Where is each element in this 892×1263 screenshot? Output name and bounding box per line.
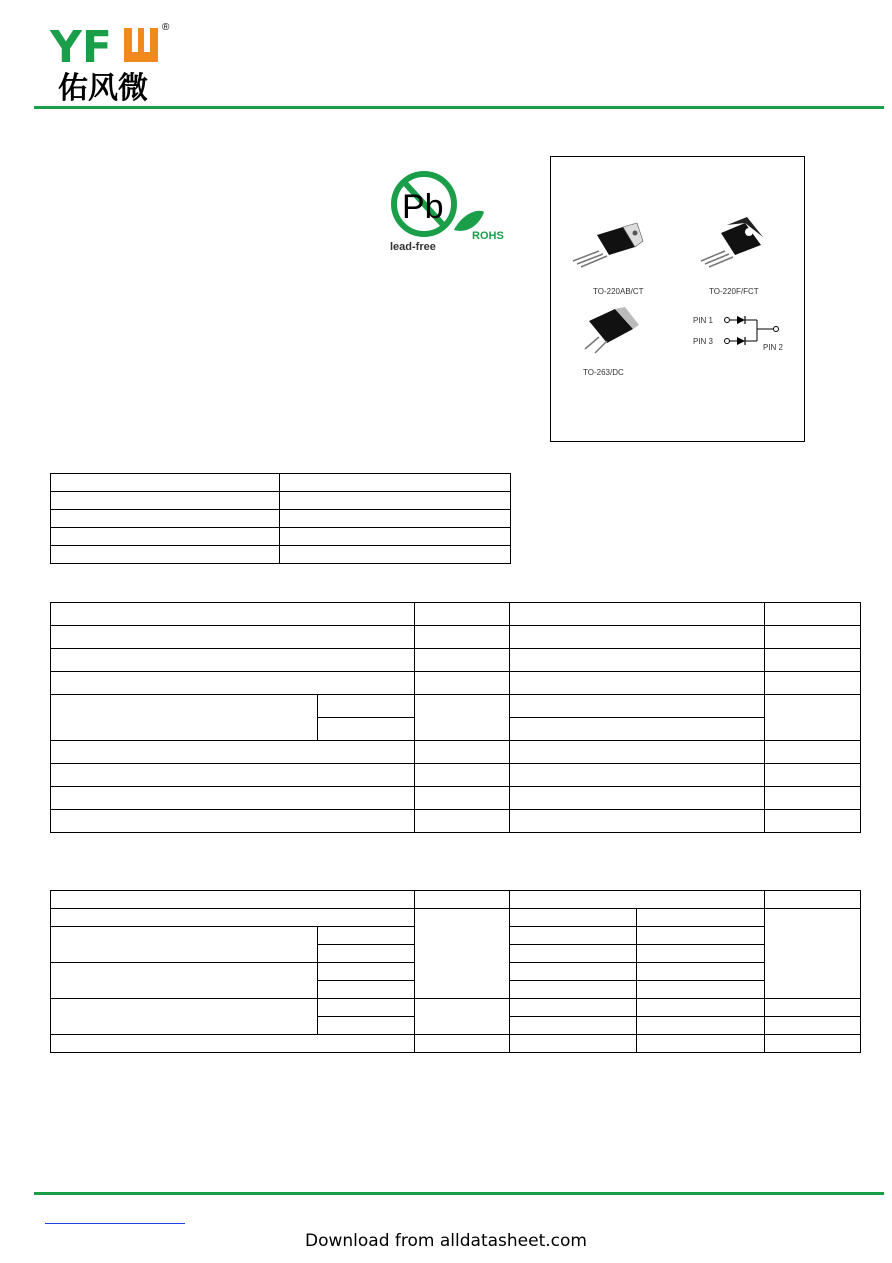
table-cell <box>51 695 318 741</box>
characteristics-table <box>50 890 861 1053</box>
footer-rule <box>34 1192 884 1195</box>
table-cell <box>765 787 861 810</box>
table-cell <box>318 999 415 1017</box>
table-cell <box>765 603 861 626</box>
package-label-to220f: TO-220F/FCT <box>709 287 759 296</box>
table-cell <box>280 492 511 510</box>
package-label-to220ab: TO-220AB/CT <box>593 287 644 296</box>
table-cell <box>51 891 415 909</box>
yfw-logo <box>48 18 188 104</box>
to263-package-icon <box>585 307 639 353</box>
table-cell <box>510 695 765 718</box>
summary-table <box>50 473 511 564</box>
table-row <box>51 810 861 833</box>
table-cell <box>51 528 280 546</box>
table-cell <box>510 927 637 945</box>
table-cell <box>510 999 637 1017</box>
table-cell <box>415 603 510 626</box>
table-row <box>51 626 861 649</box>
table-cell <box>415 741 510 764</box>
table-row <box>51 787 861 810</box>
table-row <box>51 603 861 626</box>
table-cell <box>637 1035 765 1053</box>
table-cell <box>765 909 861 999</box>
table-cell <box>318 695 415 718</box>
table-cell <box>318 718 415 741</box>
table-cell <box>51 764 415 787</box>
table-cell <box>415 626 510 649</box>
table-cell <box>51 649 415 672</box>
table-cell <box>280 474 511 492</box>
table-cell <box>280 546 511 564</box>
rohs-badge <box>388 168 512 258</box>
pin2-label: PIN 2 <box>763 343 784 352</box>
pb-symbol: Pb <box>402 188 444 226</box>
table-cell <box>415 909 510 999</box>
table-row <box>51 999 861 1017</box>
table-cell <box>637 927 765 945</box>
table-cell <box>415 787 510 810</box>
table-cell <box>51 999 318 1035</box>
logo-letters-yf: YF <box>50 22 112 73</box>
table-cell <box>415 891 510 909</box>
table-cell <box>51 546 280 564</box>
table-row <box>51 672 861 695</box>
table-row <box>51 909 861 927</box>
lead-free-label: lead-free <box>390 241 436 253</box>
table-cell <box>510 718 765 741</box>
table-cell <box>51 510 280 528</box>
table-row <box>51 649 861 672</box>
table-cell <box>637 963 765 981</box>
table-cell <box>510 787 765 810</box>
table-cell <box>510 1035 637 1053</box>
table-cell <box>51 672 415 695</box>
table-row <box>51 764 861 787</box>
table-cell <box>510 945 637 963</box>
table-cell <box>637 945 765 963</box>
ratings-table <box>50 602 861 833</box>
table-cell <box>637 981 765 999</box>
table-cell <box>765 649 861 672</box>
table-row <box>51 474 511 492</box>
table-cell <box>765 672 861 695</box>
table-cell <box>51 909 415 927</box>
table-cell <box>51 787 415 810</box>
diode2-icon <box>737 337 745 345</box>
table-cell <box>765 999 861 1017</box>
table-cell <box>415 695 510 741</box>
table-cell <box>51 626 415 649</box>
to220ab-package-icon <box>573 223 643 267</box>
table-cell <box>415 1035 510 1053</box>
table-cell <box>765 891 861 909</box>
logo-chinese: 佑风微 <box>58 71 148 104</box>
table-cell <box>51 492 280 510</box>
table-row <box>51 492 511 510</box>
leaf-icon <box>454 211 484 231</box>
table-cell <box>51 927 318 963</box>
package-box <box>550 156 805 442</box>
table-row <box>51 741 861 764</box>
table-cell <box>415 810 510 833</box>
package-drawings <box>551 157 803 440</box>
package-label-to263: TO-263/DC <box>583 368 624 377</box>
table-cell <box>510 672 765 695</box>
table-cell <box>510 626 765 649</box>
table-cell <box>510 603 765 626</box>
table-cell <box>51 963 318 999</box>
table-cell <box>51 810 415 833</box>
rohs-label: ROHS <box>472 230 504 242</box>
logo-w-mark <box>124 28 158 62</box>
pin1-label: PIN 1 <box>693 316 714 325</box>
table-cell <box>765 764 861 787</box>
table-cell <box>415 672 510 695</box>
table-cell <box>765 695 861 741</box>
table-cell <box>280 510 511 528</box>
table-cell <box>415 764 510 787</box>
pin3-terminal-icon <box>725 339 730 344</box>
pin3-label: PIN 3 <box>693 337 714 346</box>
pin1-terminal-icon <box>725 318 730 323</box>
table-cell <box>510 1017 637 1035</box>
pin2-terminal-icon <box>774 327 779 332</box>
table-cell <box>415 649 510 672</box>
table-cell <box>637 999 765 1017</box>
table-cell <box>765 1035 861 1053</box>
table-row <box>51 546 511 564</box>
table-cell <box>318 945 415 963</box>
header-rule <box>34 106 884 109</box>
table-cell <box>318 981 415 999</box>
table-cell <box>510 963 637 981</box>
table-cell <box>51 741 415 764</box>
table-cell <box>637 1017 765 1035</box>
download-footer-text: Download from alldatasheet.com <box>305 1231 587 1251</box>
table-row <box>51 695 861 718</box>
diode1-icon <box>737 316 745 324</box>
table-cell <box>51 603 415 626</box>
registered-mark: ® <box>162 22 170 33</box>
table-cell <box>51 474 280 492</box>
table-row <box>51 528 511 546</box>
table-row <box>51 510 511 528</box>
table-cell <box>510 909 637 927</box>
to220f-package-icon <box>701 217 763 267</box>
table-cell <box>637 909 765 927</box>
table-cell <box>765 626 861 649</box>
pin-diagram <box>693 316 784 352</box>
table-cell <box>318 963 415 981</box>
table-row <box>51 1035 861 1053</box>
table-cell <box>510 741 765 764</box>
table-cell <box>510 764 765 787</box>
table-cell <box>510 981 637 999</box>
table-cell <box>51 1035 415 1053</box>
table-cell <box>318 927 415 945</box>
table-row <box>51 891 861 909</box>
table-cell <box>765 810 861 833</box>
table-cell <box>318 1017 415 1035</box>
table-cell <box>765 741 861 764</box>
table-cell <box>510 649 765 672</box>
table-cell <box>280 528 511 546</box>
table-cell <box>510 891 765 909</box>
table-cell <box>415 999 510 1035</box>
table-cell <box>510 810 765 833</box>
footer-link[interactable] <box>45 1222 185 1224</box>
table-cell <box>765 1017 861 1035</box>
